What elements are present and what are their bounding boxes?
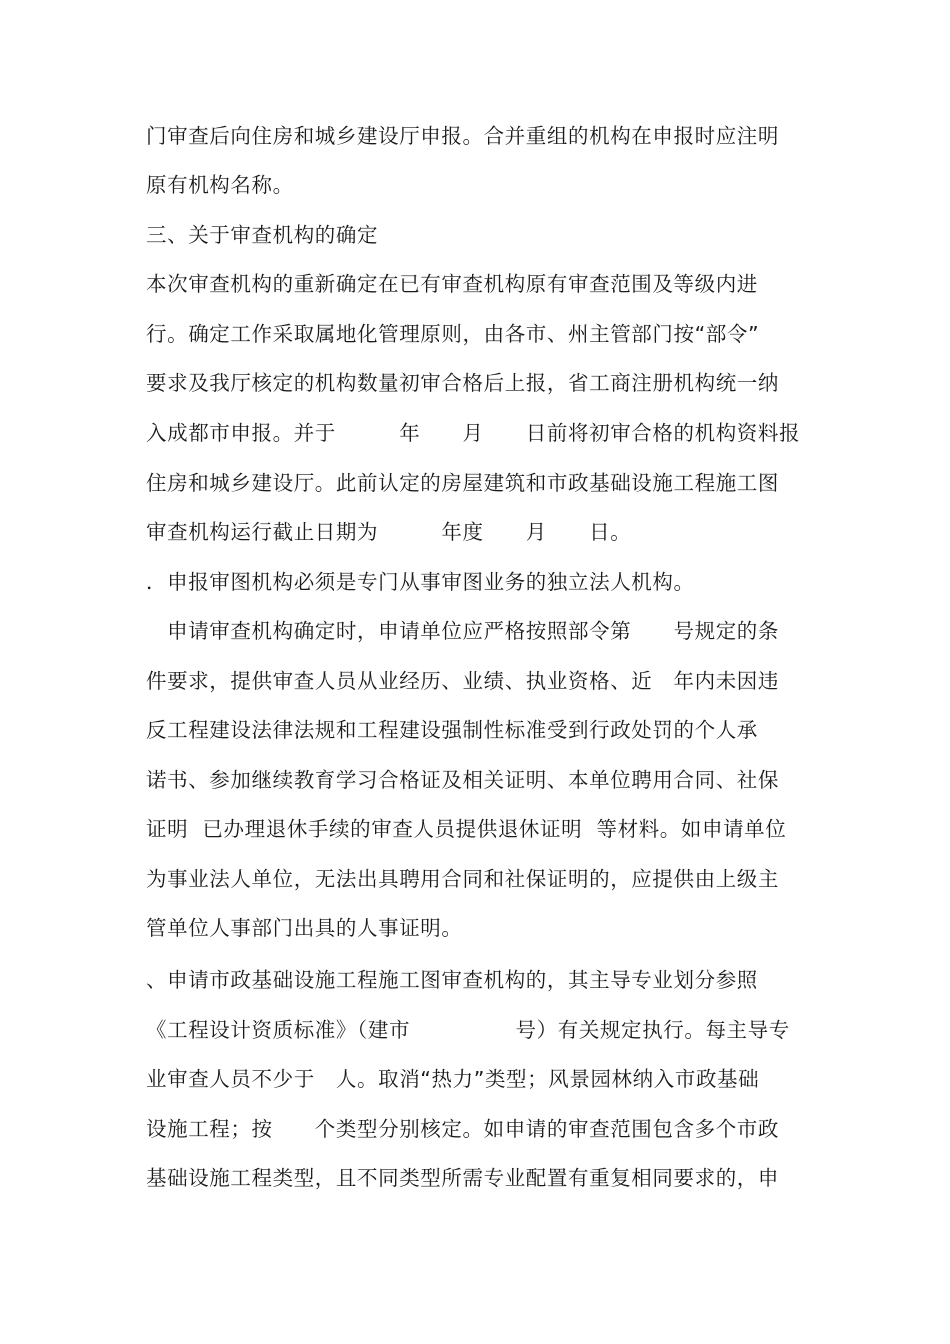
section-heading: 三、关于审查机构的确定: [146, 223, 379, 247]
text-line: 反工程建设法律法规和工程建设强制性标准受到行政处罚的个人承: [146, 718, 758, 742]
text-line: 、申请市政基础设施工程施工图审查机构的，其主导专业划分参照: [146, 968, 758, 992]
text-line: 证明 已办理退休手续的审查人员提供退休证明 等材料。如申请单位: [146, 817, 787, 841]
text-line: 设施工程；按 个类型分别核定。如申请的审查范围包含多个市政: [146, 1117, 779, 1141]
text-line: 审查机构运行截止日期为 年度 月 日。: [146, 520, 632, 544]
text-line: 要求及我厅核定的机构数量初审合格后上报，省工商注册机构统一纳: [146, 371, 779, 395]
text-line: 件要求，提供审查人员从业经历、业绩、执业资格、近 年内未因违: [146, 669, 779, 693]
text-line: 行。确定工作采取属地化管理原则，由各市、州主管部门按“部令”: [146, 322, 760, 346]
text-line: ．申报审图机构必须是专门从事审图业务的独立法人机构。: [146, 570, 695, 594]
text-line: 门审查后向住房和城乡建设厅申报。合并重组的机构在申报时应注明: [146, 124, 779, 148]
text-line: 管单位人事部门出具的人事证明。: [146, 916, 463, 940]
text-line: 原有机构名称。: [146, 173, 294, 197]
text-line: 诺书、参加继续教育学习合格证及相关证明、本单位聘用合同、社保: [146, 768, 779, 792]
text-line: 《工程设计资质标准》（建市 号）有关规定执行。每主导专: [146, 1018, 790, 1042]
text-line: 业审查人员不少于 人。取消“热力”类型；风景园林纳入市政基础: [146, 1067, 760, 1091]
text-line: 基础设施工程类型，且不同类型所需专业配置有重复相同要求的，申: [146, 1166, 779, 1190]
text-line: 入成都市申报。并于 年 月 日前将初审合格的机构资料报: [146, 421, 801, 445]
text-line: 为事业法人单位，无法出具聘用合同和社保证明的，应提供由上级主: [146, 867, 779, 891]
text-line: 本次审查机构的重新确定在已有审查机构原有审查范围及等级内进: [146, 272, 758, 296]
text-line: 住房和城乡建设厅。此前认定的房屋建筑和市政基础设施工程施工图: [146, 471, 779, 495]
text-line: 申请审查机构确定时，申请单位应严格按照部令第 号规定的条: [146, 619, 779, 643]
